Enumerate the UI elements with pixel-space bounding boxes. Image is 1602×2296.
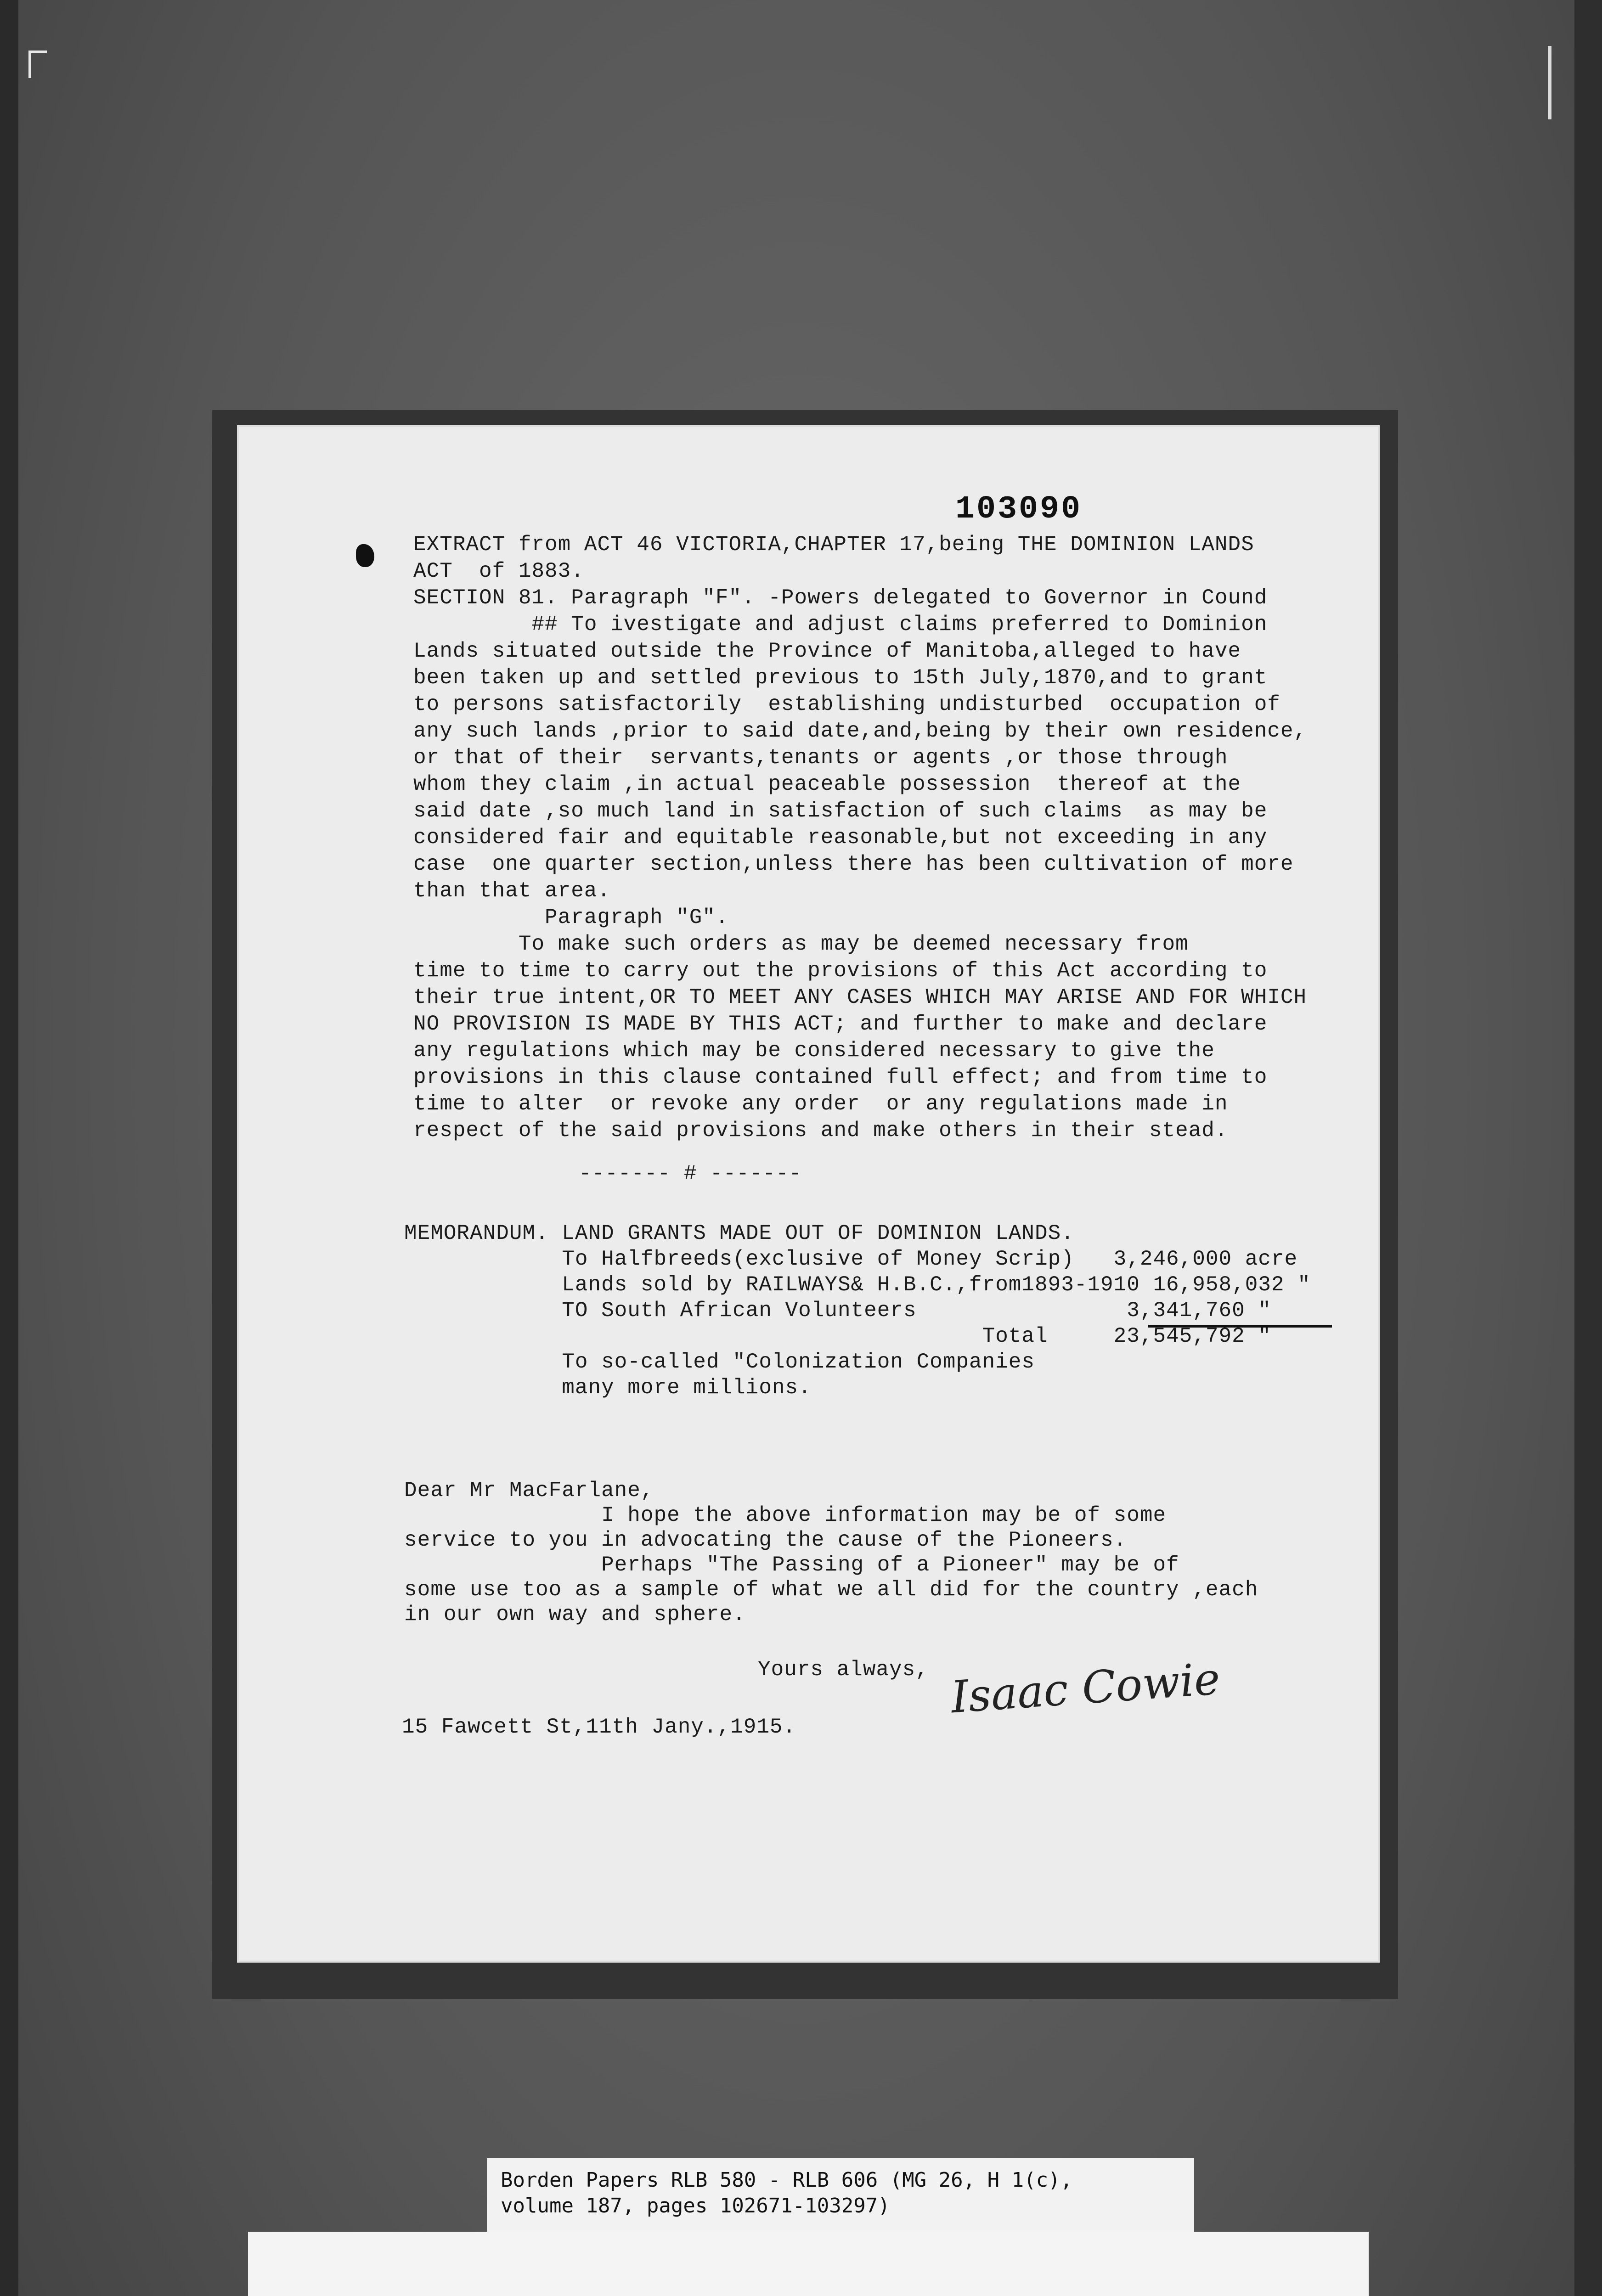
signature: Isaac Cowie bbox=[949, 1653, 1222, 1723]
letter-line: in our own way and sphere. bbox=[404, 1603, 746, 1626]
body-line: SECTION 81. Paragraph "F". -Powers delegated to Governor in Cound bbox=[413, 586, 1268, 610]
memo-line: many more millions. bbox=[404, 1376, 812, 1400]
film-frame-left bbox=[0, 0, 18, 2296]
body-line: Lands situated outside the Province of Manitoba,alleged to have bbox=[413, 639, 1241, 663]
archive-label bbox=[487, 2158, 1194, 2232]
body-line: time to time to carry out the provisions of this Act according to bbox=[413, 959, 1268, 983]
letter-line: I hope the above information may be of some bbox=[404, 1503, 1167, 1527]
film-frame-right bbox=[1574, 0, 1602, 2296]
memo-line: Lands sold by RAILWAYS& H.B.C.,from1893-1910 16,958,032 " bbox=[404, 1273, 1311, 1297]
body-line: Paragraph "G". bbox=[413, 906, 729, 929]
separator: ------- # ------- bbox=[579, 1162, 802, 1186]
body-line: than that area. bbox=[413, 879, 611, 903]
body-line: respect of the said provisions and make others in their stead. bbox=[413, 1119, 1228, 1142]
document-number: 103090 bbox=[955, 491, 1083, 528]
body-line: EXTRACT from ACT 46 VICTORIA,CHAPTER 17,being THE DOMINION LANDS bbox=[413, 533, 1254, 557]
body-line: NO PROVISION IS MADE BY THIS ACT; and further to make and declare bbox=[413, 1012, 1268, 1036]
archive-label-line1: Borden Papers RLB 580 - RLB 606 (MG 26, H 1(c), bbox=[501, 2168, 1073, 2192]
archives-stamp bbox=[248, 2232, 1369, 2296]
letter-line: Dear Mr MacFarlane, bbox=[404, 1479, 654, 1503]
body-line: considered fair and equitable reasonable,but not exceeding in any bbox=[413, 826, 1268, 850]
body-line: any regulations which may be considered necessary to give the bbox=[413, 1039, 1215, 1063]
body-line: time to alter or revoke any order or any regulations made in bbox=[413, 1092, 1228, 1116]
body-line: said date ,so much land in satisfaction of such claims as may be bbox=[413, 799, 1268, 823]
total-rule bbox=[1148, 1325, 1332, 1328]
letter-line: some use too as a sample of what we all did for the country ,each bbox=[404, 1578, 1258, 1602]
body-line: any such lands ,prior to said date,and,being by their own residence, bbox=[413, 719, 1307, 743]
body-line: their true intent,OR TO MEET ANY CASES WHICH MAY ARISE AND FOR WHICH bbox=[413, 985, 1307, 1009]
address-date: 15 Fawcett St,11th Jany.,1915. bbox=[402, 1715, 796, 1739]
body-line: To make such orders as may be deemed necessary from bbox=[413, 932, 1189, 956]
memo-line: To so-called "Colonization Companies bbox=[404, 1350, 1035, 1374]
body-line: ACT of 1883. bbox=[413, 559, 584, 583]
body-line: case one quarter section,unless there has been cultivation of more bbox=[413, 852, 1294, 876]
body-line: to persons satisfactorily establishing undisturbed occupation of bbox=[413, 692, 1280, 716]
memo-line: Total 23,545,792 " bbox=[404, 1324, 1271, 1348]
letter-line: Perhaps "The Passing of a Pioneer" may be of bbox=[404, 1553, 1179, 1577]
body-line: ## To ivestigate and adjust claims preferred to Dominion bbox=[413, 613, 1268, 636]
letter-line: service to you in advocating the cause of the Pioneers. bbox=[404, 1528, 1127, 1552]
memo-line: To Halfbreeds(exclusive of Money Scrip) 3,246,000 acre bbox=[404, 1247, 1298, 1271]
memo-line: TO South African Volunteers 3,341,760 " bbox=[404, 1299, 1271, 1322]
archive-label-line2: volume 187, pages 102671-103297) bbox=[501, 2194, 890, 2217]
body-line: or that of their servants,tenants or agents ,or those through bbox=[413, 746, 1228, 770]
edge-mark bbox=[1548, 46, 1551, 119]
closing: Yours always, bbox=[758, 1658, 929, 1682]
body-line: whom they claim ,in actual peaceable possession thereof at the bbox=[413, 772, 1241, 796]
body-line: provisions in this clause contained full effect; and from time to bbox=[413, 1065, 1268, 1089]
memo-line: MEMORANDUM. LAND GRANTS MADE OUT OF DOMINION LANDS. bbox=[404, 1221, 1074, 1245]
corner-mark bbox=[28, 51, 31, 78]
ink-mark-icon bbox=[356, 544, 374, 567]
body-line: been taken up and settled previous to 15th July,1870,and to grant bbox=[413, 666, 1268, 690]
